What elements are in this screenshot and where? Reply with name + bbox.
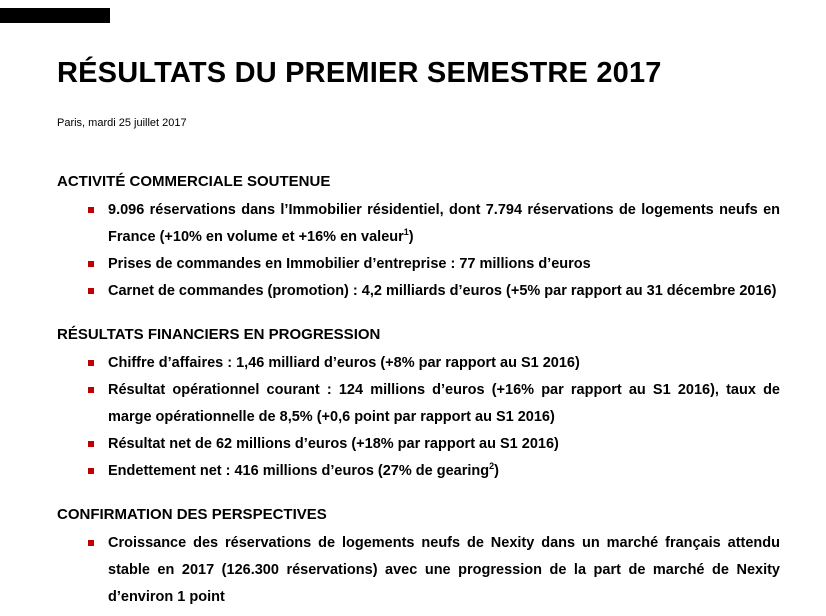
header-black-bar bbox=[0, 8, 110, 23]
section-heading: ACTIVITÉ COMMERCIALE SOUTENUE bbox=[57, 173, 331, 190]
bullet-square-icon bbox=[88, 207, 94, 213]
bullet-item: Endettement net : 416 millions d’euros (27% de gearing$^2$) bbox=[57, 458, 780, 485]
footnote-reference: 2 bbox=[489, 461, 495, 472]
bullet-square-icon bbox=[88, 288, 94, 294]
document-content bbox=[57, 54, 780, 611]
bullet-square-icon bbox=[88, 468, 94, 474]
section bbox=[57, 325, 780, 485]
bullet-square-icon bbox=[88, 540, 94, 546]
footnote-reference: 1 bbox=[403, 227, 409, 238]
section-heading: RÉSULTATS FINANCIERS EN PROGRESSION bbox=[57, 326, 381, 343]
bullet-item: 9.096 réservations dans l’Immobilier résidentiel, dont 7.794 réservations de logements neufs en France (+10% en volume et +16% en valeur$^1$) bbox=[57, 197, 780, 251]
bullet-item: Croissance des réservations de logements neufs de Nexity dans un marché français attendu stable en 2017 (126.300 réservations) avec une progression de la part de marché de Nexity d’environ 1 point bbox=[57, 530, 780, 611]
section bbox=[57, 505, 780, 611]
bullet-item: Chiffre d’affaires : 1,46 milliard d’euros (+8% par rapport au S1 2016) bbox=[57, 350, 780, 377]
bullet-list bbox=[57, 197, 780, 305]
section-heading: CONFIRMATION DES PERSPECTIVES bbox=[57, 506, 327, 523]
bullet-list bbox=[57, 530, 780, 611]
bullet-list bbox=[57, 350, 780, 485]
bullet-square-icon bbox=[88, 441, 94, 447]
bullet-square-icon bbox=[88, 261, 94, 267]
section bbox=[57, 172, 780, 305]
bullet-square-icon bbox=[88, 360, 94, 366]
bullet-item: Prises de commandes en Immobilier d’entreprise : 77 millions d’euros bbox=[57, 251, 780, 278]
dateline: Paris, mardi 25 juillet 2017 bbox=[57, 117, 187, 129]
document-title: RÉSULTATS DU PREMIER SEMESTRE 2017 bbox=[57, 57, 662, 89]
bullet-item: Carnet de commandes (promotion) : 4,2 milliards d’euros (+5% par rapport au 31 décembre 2016) bbox=[57, 278, 780, 305]
bullet-square-icon bbox=[88, 387, 94, 393]
sections-container bbox=[57, 172, 780, 611]
bullet-item: Résultat opérationnel courant : 124 millions d’euros (+16% par rapport au S1 2016), taux de marge opérationnelle de 8,5% (+0,6 point par rapport au S1 2016) bbox=[57, 377, 780, 431]
bullet-item: Résultat net de 62 millions d’euros (+18% par rapport au S1 2016) bbox=[57, 431, 780, 458]
